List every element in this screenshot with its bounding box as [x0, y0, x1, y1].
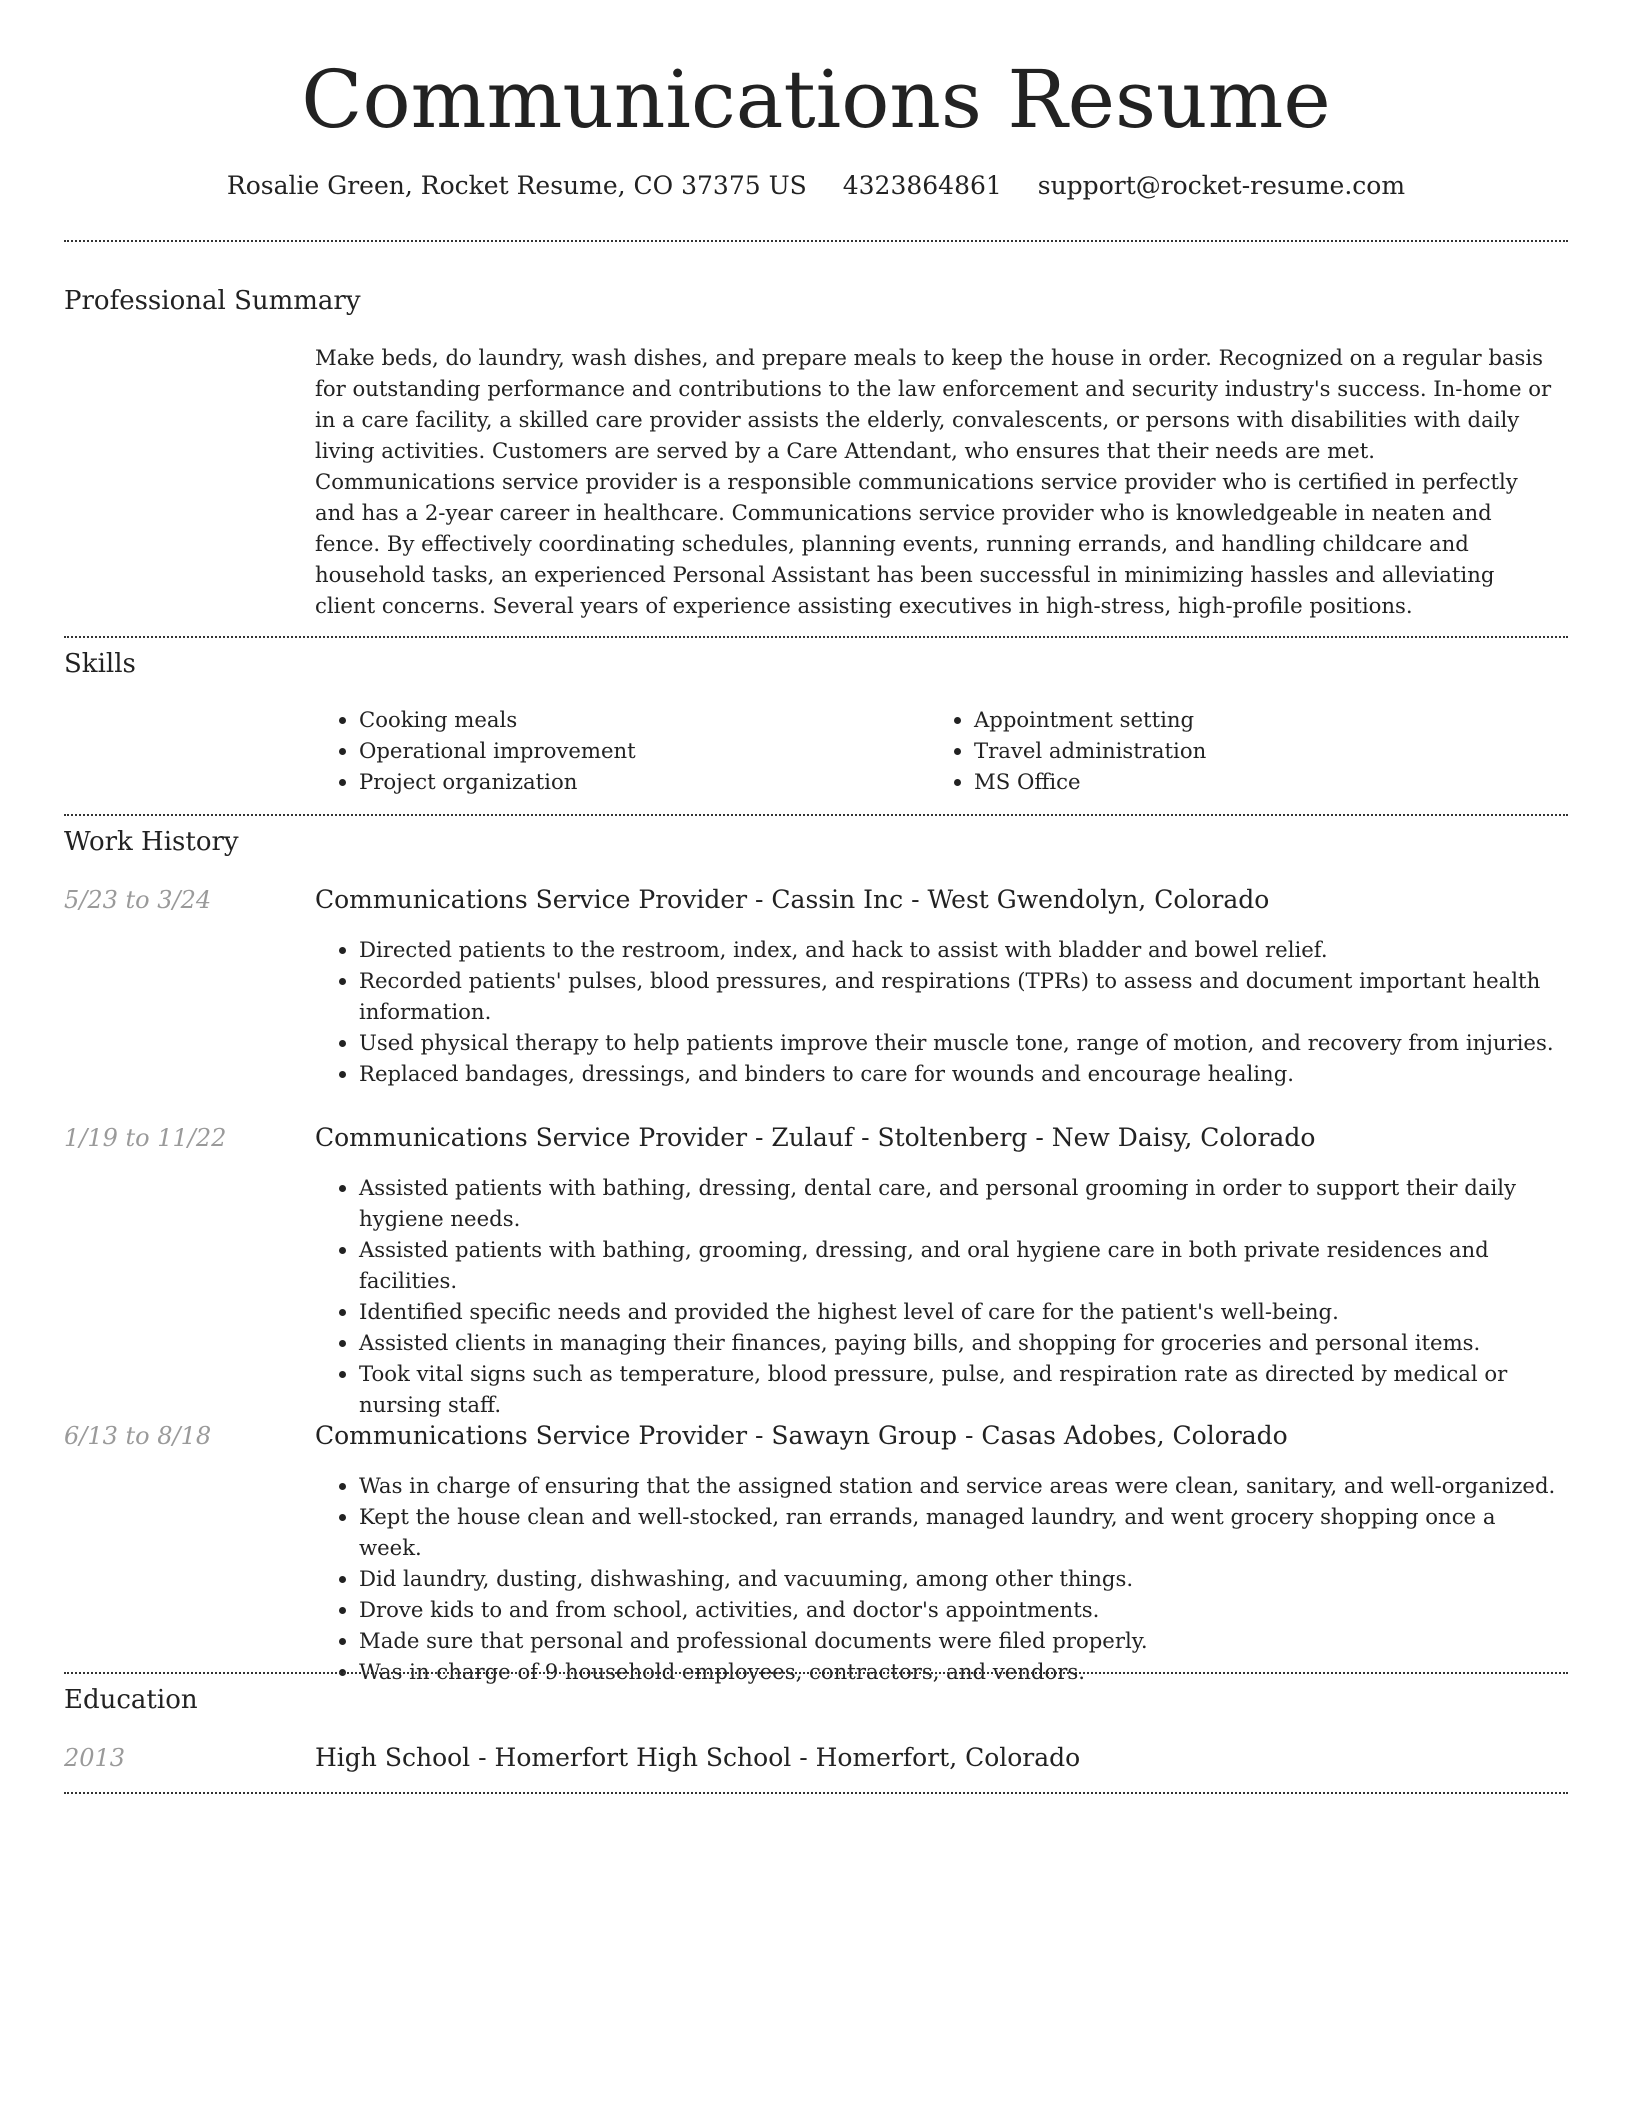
resume-title: Communications Resume — [301, 53, 1331, 146]
summary-text: Make beds, do laundry, wash dishes, and prepare meals to keep the house in order. Recognized on a regular basis for outstanding performance and contributions to the law enforcement and security industry's success. In-home or in a care facility, a skilled care provider assists the elderly, convalescents, or persons with disabilities with daily living activities. Customers are served by a Care Attendant, who ensures that their needs are met. Communications service provider is a responsible communications service provider who is certified in perfectly and has a 2-year career in healthcare. Communications service provider who is knowledgeable in neaten and fence. By effectively coordinating schedules, planning events, running errands, and handling childcare and household tasks, an experienced Personal Assistant has been successful in minimizing hassles and alleviating client concerns. Several years of experience assisting executives in high-stress, high-profile positions. — [315, 345, 1552, 618]
job-bullet: • Made sure that personal and professional documents were filed properly. — [359, 1625, 1560, 1656]
section-divider — [64, 814, 1568, 816]
work-heading: Work History — [64, 827, 239, 857]
job-bullets — [315, 1172, 1560, 1420]
job-bullet: • Assisted patients with bathing, grooming, dressing, and oral hygiene care in both private residences and facilities. — [359, 1234, 1560, 1296]
summary-heading: Professional Summary — [64, 286, 361, 316]
education-year: 2013 — [64, 1744, 126, 1772]
job-bullet: • Identified specific needs and provided the highest level of care for the patient's well-being. — [359, 1296, 1560, 1327]
education-title: High School - Homerfort High School - Homerfort, Colorado — [315, 1743, 1081, 1772]
job-bullet: • Assisted clients in managing their finances, paying bills, and shopping for groceries and personal items. — [359, 1327, 1560, 1358]
skills-list-right — [930, 704, 1574, 797]
skill-item: • Cooking meals — [359, 704, 929, 735]
job-dates: 5/23 to 3/24 — [64, 886, 212, 914]
job-title: Communications Service Provider - Zulauf - Stoltenberg - New Daisy, Colorado — [315, 1123, 1316, 1152]
section-divider — [64, 240, 1568, 242]
skill-item: • MS Office — [974, 766, 1574, 797]
section-divider — [64, 1672, 1568, 1674]
job-bullets — [315, 934, 1560, 1089]
job-bullet: • Was in charge of 9 household employees, contractors, and vendors. — [359, 1656, 1560, 1687]
job-bullet: • Drove kids to and from school, activities, and doctor's appointments. — [359, 1594, 1560, 1625]
skill-item: • Operational improvement — [359, 735, 929, 766]
job-bullet: • Did laundry, dusting, dishwashing, and vacuuming, among other things. — [359, 1563, 1560, 1594]
job-bullet: • Recorded patients' pulses, blood pressures, and respirations (TPRs) to assess and document important health information. — [359, 965, 1560, 1027]
skill-item: • Project organization — [359, 766, 929, 797]
job-bullet: • Replaced bandages, dressings, and binders to care for wounds and encourage healing. — [359, 1058, 1560, 1089]
skill-item: • Travel administration — [974, 735, 1574, 766]
skills-heading: Skills — [64, 649, 136, 679]
job-bullet: • Was in charge of ensuring that the assigned station and service areas were clean, sanitary, and well-organized. — [359, 1470, 1560, 1501]
job-bullet: • Directed patients to the restroom, index, and hack to assist with bladder and bowel relief. — [359, 934, 1560, 965]
contact-address: Rosalie Green, Rocket Resume, CO 37375 US — [226, 171, 807, 200]
section-divider — [64, 1792, 1568, 1794]
skills-list-left — [315, 704, 929, 797]
contact-line — [0, 170, 1632, 202]
job-bullet: • Assisted patients with bathing, dressing, dental care, and personal grooming in order to support their daily hygiene needs. — [359, 1172, 1560, 1234]
contact-email: support@rocket-resume.com — [1037, 171, 1406, 200]
job-bullet: • Kept the house clean and well-stocked, ran errands, managed laundry, and went grocery shopping once a week. — [359, 1501, 1560, 1563]
job-title: Communications Service Provider - Sawayn Group - Casas Adobes, Colorado — [315, 1421, 1288, 1450]
section-divider — [64, 636, 1568, 638]
job-dates: 6/13 to 8/18 — [64, 1422, 212, 1450]
job-title: Communications Service Provider - Cassin Inc - West Gwendolyn, Colorado — [315, 885, 1270, 914]
education-heading: Education — [64, 1685, 198, 1715]
job-dates: 1/19 to 11/22 — [64, 1124, 227, 1152]
job-bullets — [315, 1470, 1560, 1687]
skill-item: • Appointment setting — [974, 704, 1574, 735]
contact-phone: 4323864861 — [842, 171, 1002, 200]
job-bullet: • Took vital signs such as temperature, blood pressure, pulse, and respiration rate as directed by medical or nursing staff. — [359, 1358, 1560, 1420]
job-bullet: • Used physical therapy to help patients improve their muscle tone, range of motion, and recovery from injuries. — [359, 1027, 1560, 1058]
